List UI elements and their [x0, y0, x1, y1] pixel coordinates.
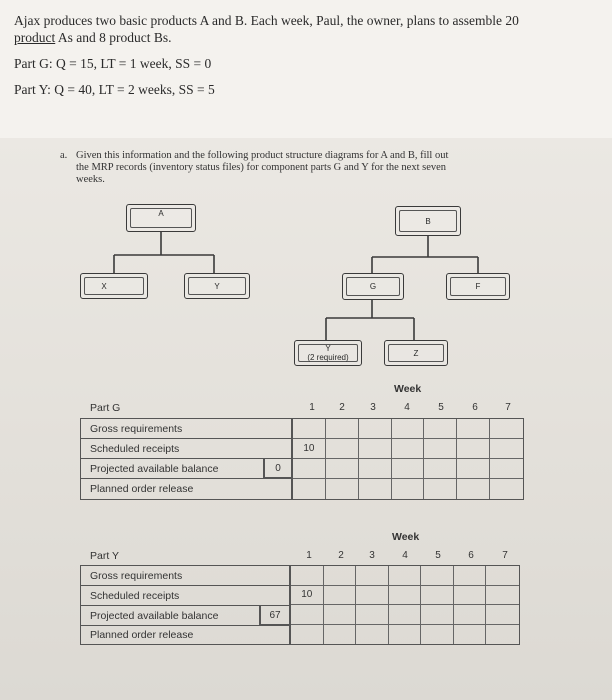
part-y-cell[interactable]	[486, 586, 519, 606]
part-g-cell[interactable]	[392, 479, 425, 499]
part-g-period: 6	[472, 402, 478, 413]
part-g-row-scheduled: Scheduled receipts	[80, 438, 292, 458]
part-g-cell[interactable]	[457, 459, 490, 479]
part-y-grid	[290, 565, 520, 645]
node-y	[184, 273, 250, 299]
part-y-cell[interactable]	[356, 625, 389, 645]
node-b-label: B	[425, 216, 431, 226]
part-g-cell[interactable]	[392, 439, 425, 459]
question-label: a.	[60, 150, 68, 161]
part-y-cell[interactable]	[454, 586, 487, 606]
part-y-cell[interactable]	[324, 605, 357, 625]
intro-line-2-rest: As and 8 product Bs.	[55, 30, 172, 45]
part-g-cell[interactable]	[490, 439, 523, 459]
part-y-cell[interactable]	[486, 605, 519, 625]
part-g-cell[interactable]	[424, 479, 457, 499]
part-g-cell[interactable]	[326, 419, 359, 439]
part-y-scheduled-receipt-w1[interactable]: 10	[291, 586, 324, 606]
node-x	[80, 273, 148, 299]
part-g-cell[interactable]	[490, 479, 523, 499]
part-g-row-gross: Gross requirements	[80, 418, 292, 438]
part-y-period: 3	[369, 550, 375, 561]
part-g-cell[interactable]	[359, 419, 392, 439]
question-text-3: weeks.	[76, 174, 105, 185]
part-y-cell[interactable]	[324, 586, 357, 606]
part-y-cell[interactable]	[454, 566, 487, 586]
node-a-label: A	[158, 208, 164, 218]
part-y-on-hand: 67	[260, 605, 290, 625]
part-g-cell[interactable]	[359, 459, 392, 479]
part-y-row-projected: Projected available balance	[80, 605, 260, 625]
part-g-cell[interactable]	[424, 459, 457, 479]
part-g-cell[interactable]	[293, 419, 326, 439]
node-z-label: Z	[413, 348, 419, 358]
part-g-cell[interactable]	[490, 419, 523, 439]
part-y-row-planned: Planned order release	[80, 625, 290, 645]
part-g-period: 2	[339, 402, 345, 413]
part-y-cell[interactable]	[389, 566, 422, 586]
part-y-cell[interactable]	[389, 586, 422, 606]
node-g	[342, 273, 404, 300]
part-g-cell[interactable]	[293, 459, 326, 479]
part-g-cell[interactable]	[392, 459, 425, 479]
part-y-cell[interactable]	[324, 566, 357, 586]
node-b	[395, 206, 461, 236]
part-y-period: 1	[306, 550, 312, 561]
part-y-cell[interactable]	[454, 605, 487, 625]
part-y-cell[interactable]	[356, 566, 389, 586]
part-g-cell[interactable]	[326, 459, 359, 479]
part-y-period: 7	[502, 550, 508, 561]
part-g-period: 5	[438, 402, 444, 413]
part-g-cell[interactable]	[293, 479, 326, 499]
part-y-period: 4	[402, 550, 408, 561]
part-g-scheduled-receipt-w1[interactable]: 10	[293, 439, 326, 459]
part-g-cell[interactable]	[359, 439, 392, 459]
node-y-label: Y	[214, 281, 220, 291]
intro-line-1: Ajax produces two basic products A and B. Each week, Paul, the owner, plans to assemble 20	[14, 13, 519, 28]
node-y-2-required	[294, 340, 362, 366]
part-y-cell[interactable]	[389, 625, 422, 645]
part-g-cell[interactable]	[359, 479, 392, 499]
part-y-cell[interactable]	[421, 605, 454, 625]
part-y-cell[interactable]	[291, 625, 324, 645]
part-g-grid	[292, 418, 524, 500]
part-g-period: 1	[309, 402, 315, 413]
part-g-week-label: Week	[394, 383, 422, 395]
question-text-1: Given this information and the following product structure diagrams for A and B, fill out	[76, 150, 449, 161]
part-y-row-scheduled: Scheduled receipts	[80, 585, 290, 605]
part-g-cell[interactable]	[457, 479, 490, 499]
part-y-cell[interactable]	[291, 566, 324, 586]
part-y-cell[interactable]	[324, 625, 357, 645]
node-a	[126, 204, 196, 232]
part-g-cell[interactable]	[490, 459, 523, 479]
node-z	[384, 340, 448, 366]
node-f-label: F	[475, 282, 481, 291]
part-y-cell[interactable]	[486, 566, 519, 586]
part-y-title: Part Y	[90, 550, 119, 562]
underlined-word: product	[14, 30, 56, 45]
part-g-cell[interactable]	[457, 419, 490, 439]
part-y-cell[interactable]	[421, 586, 454, 606]
part-g-period: 4	[404, 402, 410, 413]
part-y-cell[interactable]	[454, 625, 487, 645]
node-y2-letter: Y	[325, 344, 331, 353]
part-y-period: 5	[435, 550, 441, 561]
part-y-cell[interactable]	[421, 625, 454, 645]
part-y-params: Part Y: Q = 40, LT = 2 weeks, SS = 5	[14, 82, 215, 97]
part-y-period: 2	[338, 550, 344, 561]
part-g-period: 3	[370, 402, 376, 413]
part-y-cell[interactable]	[421, 566, 454, 586]
part-g-cell[interactable]	[326, 479, 359, 499]
part-y-period: 6	[468, 550, 474, 561]
part-g-on-hand: 0	[264, 458, 292, 478]
part-g-cell[interactable]	[392, 419, 425, 439]
node-f	[446, 273, 510, 300]
node-y2-label	[307, 344, 348, 362]
part-y-cell[interactable]	[291, 605, 324, 625]
part-g-row-projected: Projected available balance	[80, 458, 264, 478]
part-y-cell[interactable]	[356, 605, 389, 625]
part-g-params: Part G: Q = 15, LT = 1 week, SS = 0	[14, 56, 212, 71]
node-x-label: X	[101, 281, 107, 291]
part-y-cell[interactable]	[356, 586, 389, 606]
question-text-2: the MRP records (inventory status files) for component parts G and Y for the next seven	[76, 162, 447, 173]
part-g-cell[interactable]	[326, 439, 359, 459]
node-g-label: G	[369, 282, 377, 291]
part-g-cell[interactable]	[424, 439, 457, 459]
part-g-cell[interactable]	[457, 439, 490, 459]
part-y-row-gross: Gross requirements	[80, 565, 290, 585]
part-g-cell[interactable]	[424, 419, 457, 439]
part-y-cell[interactable]	[389, 605, 422, 625]
part-g-period: 7	[505, 402, 511, 413]
part-g-title: Part G	[90, 402, 121, 414]
node-y2-qty: (2 required)	[307, 353, 349, 362]
part-y-week-label: Week	[392, 531, 420, 543]
part-g-row-planned: Planned order release	[80, 478, 292, 500]
part-y-cell[interactable]	[486, 625, 519, 645]
